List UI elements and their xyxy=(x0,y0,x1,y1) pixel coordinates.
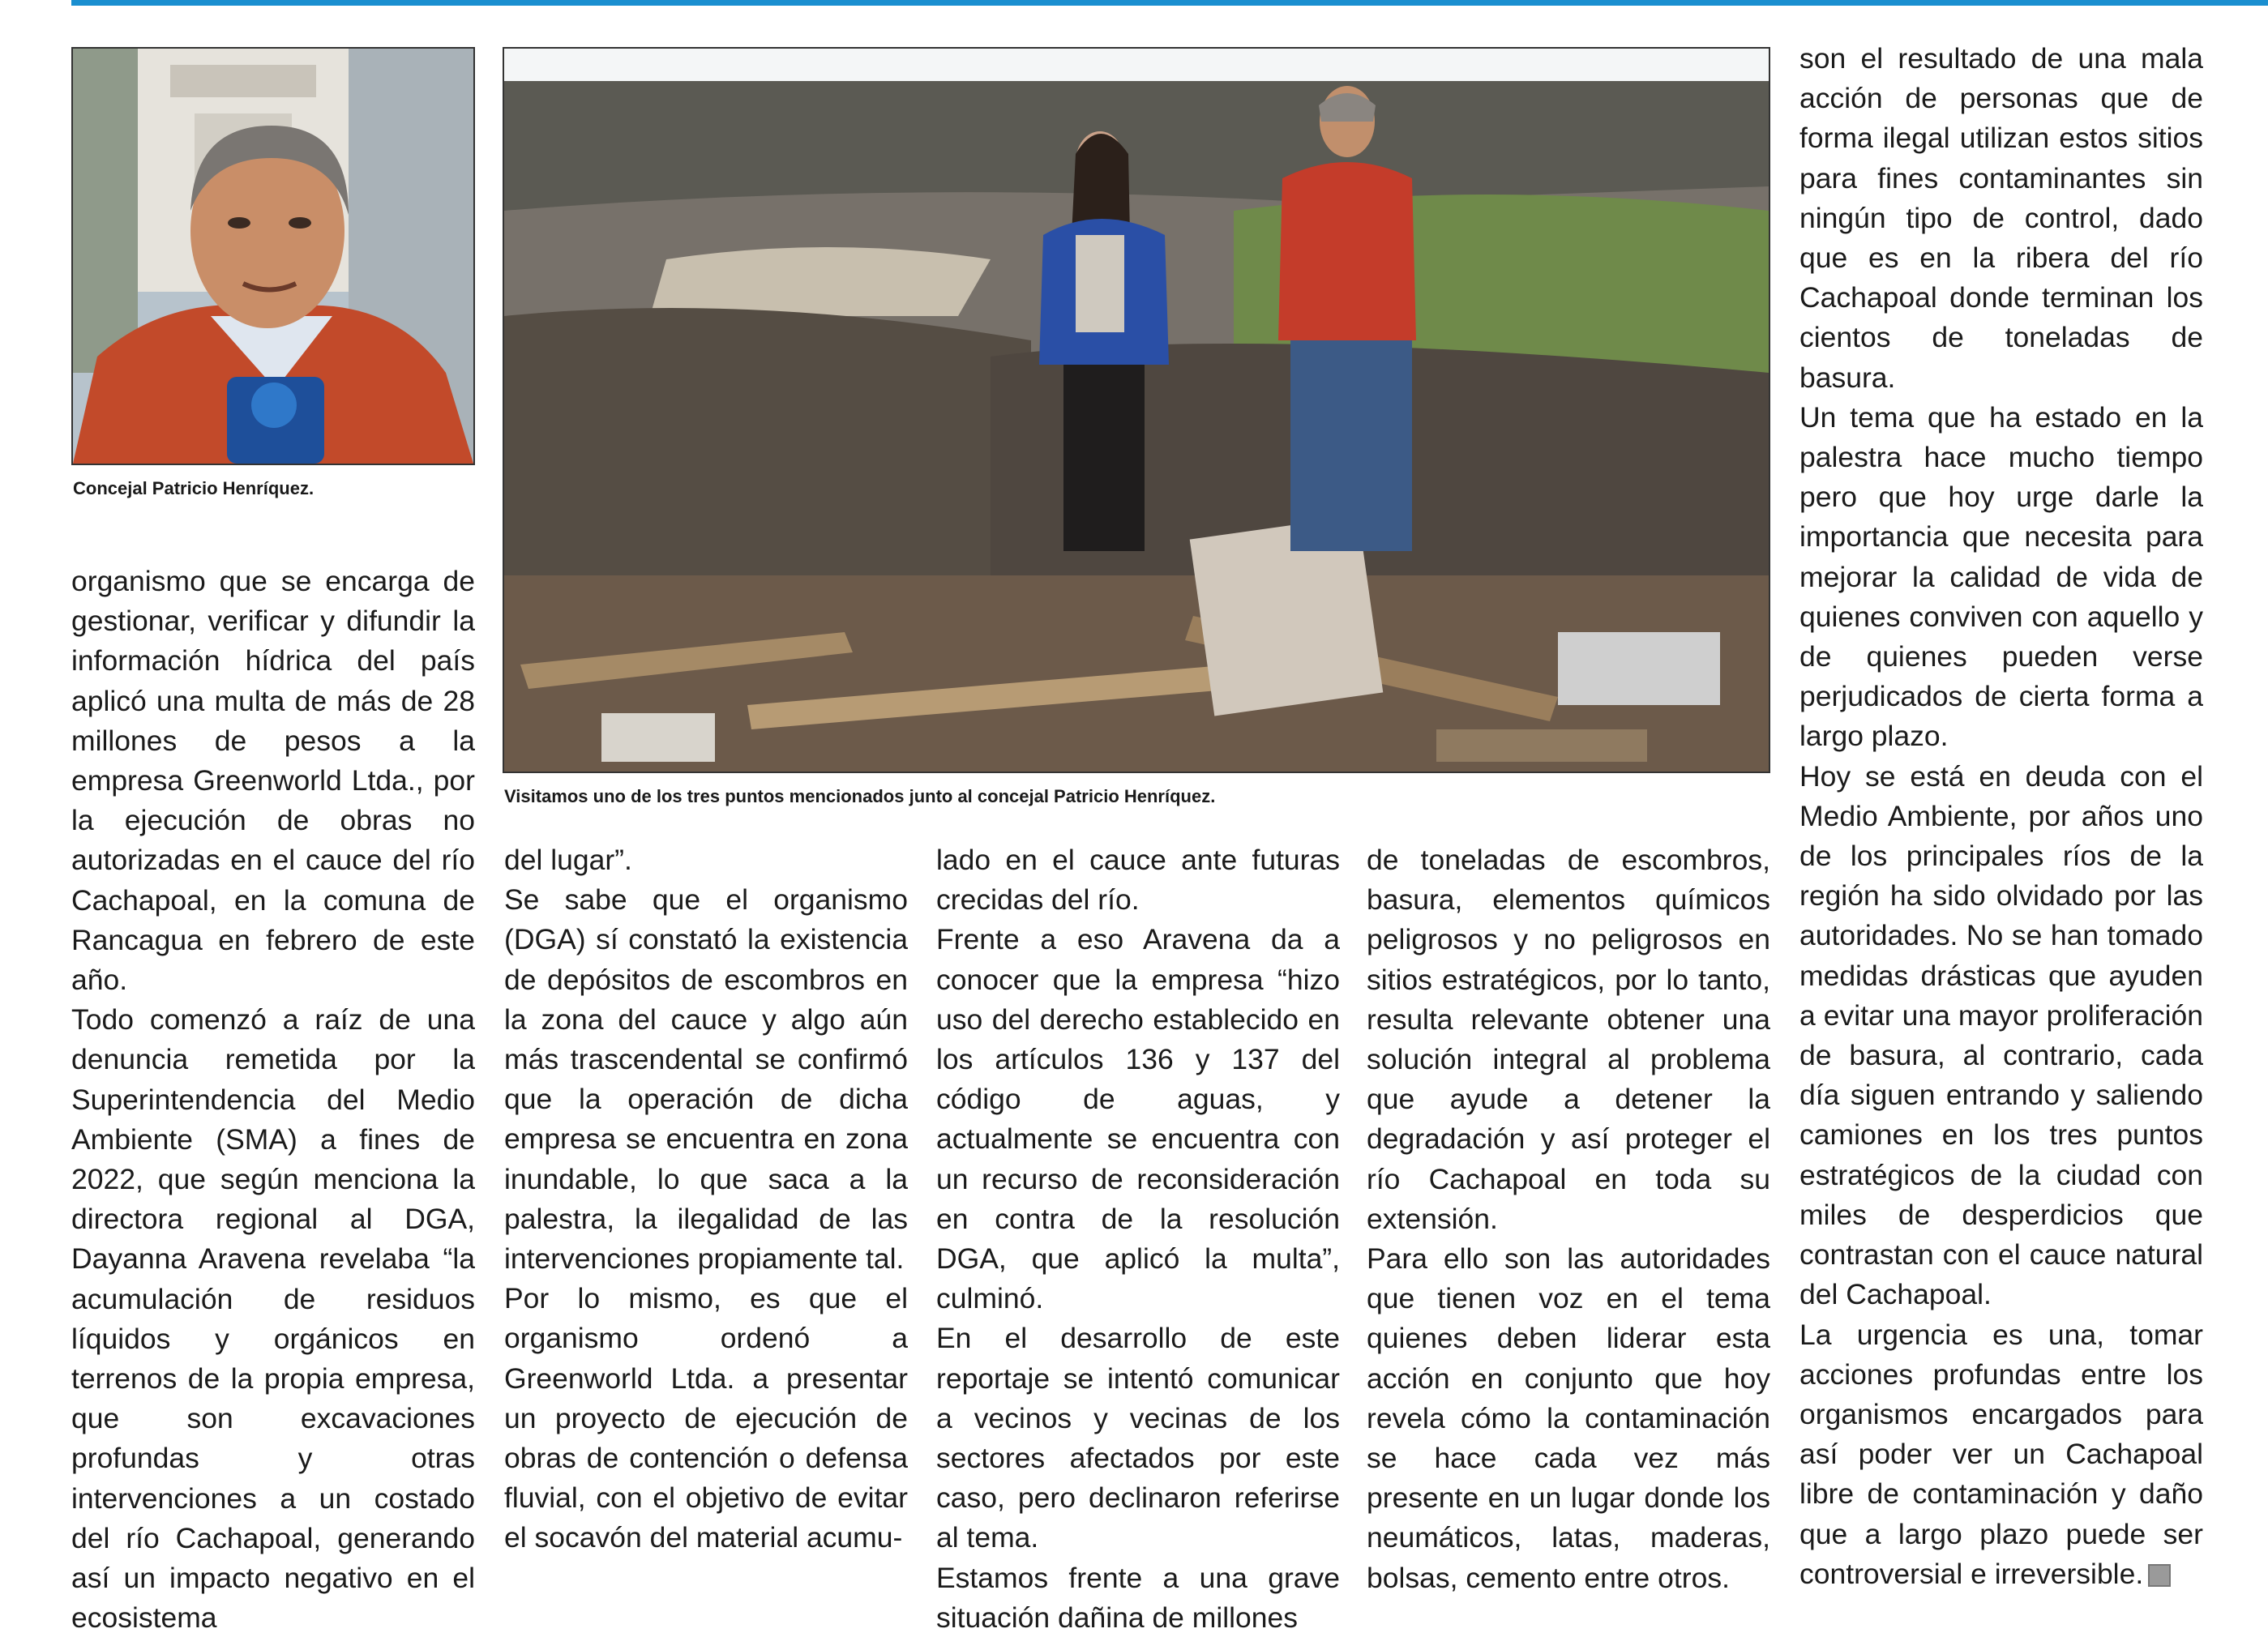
main-photo xyxy=(503,47,1770,773)
paragraph: Por lo mismo, es que el organismo ordenó a Greenworld Ltda. a presentar un proyecto de ejecución de obras de contención o defensa fluvial, con el objetivo de evitar el socavón del material acumu- xyxy=(504,1282,908,1554)
paragraph: del lugar”. xyxy=(504,844,632,876)
end-of-article-icon xyxy=(2148,1564,2171,1587)
paragraph: organismo que se encarga de gestionar, verificar y difundir la información hídrica del país aplicó una multa de más de 28 millones de pesos a la empresa Greenworld Ltda., por la ejecución de obras no autorizadas en el cauce del río Cachapoal, en la comuna de Rancagua en febrero de este año. xyxy=(71,565,475,997)
paragraph: Para ello son las autoridades que tienen voz en el tema quienes deben liderar esta acción en conjunto que hoy revela cómo la contaminación se hace cada vez más presente en un lugar donde los neumáticos, latas, maderas, bolsas, cemento entre otros. xyxy=(1367,1242,1770,1594)
paragraph: Un tema que ha estado en la palestra hace mucho tiempo pero que hoy urge darle la importancia que necesita para mejorar la calidad de vida de quienes conviven con aquello y de quienes pueden verse perjudicados de cierta forma a largo plazo. xyxy=(1799,400,2203,753)
paragraph: Se sabe que el organismo (DGA) sí constató la existencia de depósitos de escombros en la zona del cauce y algo aún más trascendental se confirmó que la operación de dicha empresa se encuentra en zona inundable, lo que saca a la palestra, la ilegalidad de las intervenciones propiamente tal. xyxy=(504,883,908,1276)
portrait-photo xyxy=(71,47,475,465)
main-photo-caption: Visitamos uno de los tres puntos mencionados junto al concejal Patricio Henríquez. xyxy=(504,786,1216,806)
portrait-caption: Concejal Patricio Henríquez. xyxy=(73,478,315,498)
paragraph xyxy=(1799,1315,2203,1594)
top-accent-bar xyxy=(71,0,2268,6)
paragraph: En el desarrollo de este reportaje se intentó comunicar a vecinos y vecinas de los sectores afectados por este caso, pero declinaron referirse al tema. xyxy=(936,1322,1340,1554)
paragraph: lado en el cauce ante futuras crecidas del río. xyxy=(936,844,1340,917)
closing-paragraph-text: La urgencia es una, tomar acciones profundas entre los organismos encargados para así poder ver un Cachapoal libre de contaminación y daño que a largo plazo puede ser controversial e irreversible. xyxy=(1799,1318,2203,1590)
article-column-1 xyxy=(71,562,475,1638)
paragraph: son el resultado de una mala acción de personas que de forma ilegal utilizan estos sitios para fines contaminantes sin ningún tipo de control, dado que es en la ribera del río Cachapoal donde terminan los cientos de toneladas de basura. xyxy=(1799,42,2203,394)
paragraph: Todo comenzó a raíz de una denuncia remetida por la Superintendencia del Medio Ambiente (SMA) a fines de 2022, que según menciona la directora regional al DGA, Dayanna Aravena revelaba “la acumulación de residuos líquidos y orgánicos en terrenos de la propia empresa, que son excavaciones profundas y otras intervenciones a un costado del río Cachapoal, generando así un impacto negativo en el ecosistema xyxy=(71,1003,475,1635)
paragraph: Frente a eso Aravena da a conocer que la empresa “hizo uso del derecho establecido en los artículos 136 y 137 del código de aguas, y actualmente se encuentra con un recurso de reconsideración en contra de la resolución DGA, que aplicó la multa”, culminó. xyxy=(936,923,1340,1315)
paragraph: Estamos frente a una grave situación dañina de millones xyxy=(936,1561,1340,1634)
article-column-5 xyxy=(1799,39,2203,1594)
article-column-2 xyxy=(504,840,908,1558)
paragraph: de toneladas de escombros, basura, elementos químicos peligrosos y no peligrosos en sitios estratégicos, por lo tanto, resulta relevante obtener una solución integral al problema que ayude a detener la degradación y así proteger el río Cachapoal en toda su extensión. xyxy=(1367,844,1770,1235)
paragraph: Hoy se está en deuda con el Medio Ambiente, por años uno de los principales ríos de la región ha sido olvidado por las autoridades. No se han tomado medidas drásticas que ayuden a evitar una mayor proliferación de basura, al contrario, cada día siguen entrando y saliendo camiones en los tres puntos estratégicos de la ciudad con miles de desperdicios que contrastan con el cauce natural del Cachapoal. xyxy=(1799,759,2203,1311)
article-column-4 xyxy=(1367,840,1770,1598)
article-column-3 xyxy=(936,840,1340,1638)
